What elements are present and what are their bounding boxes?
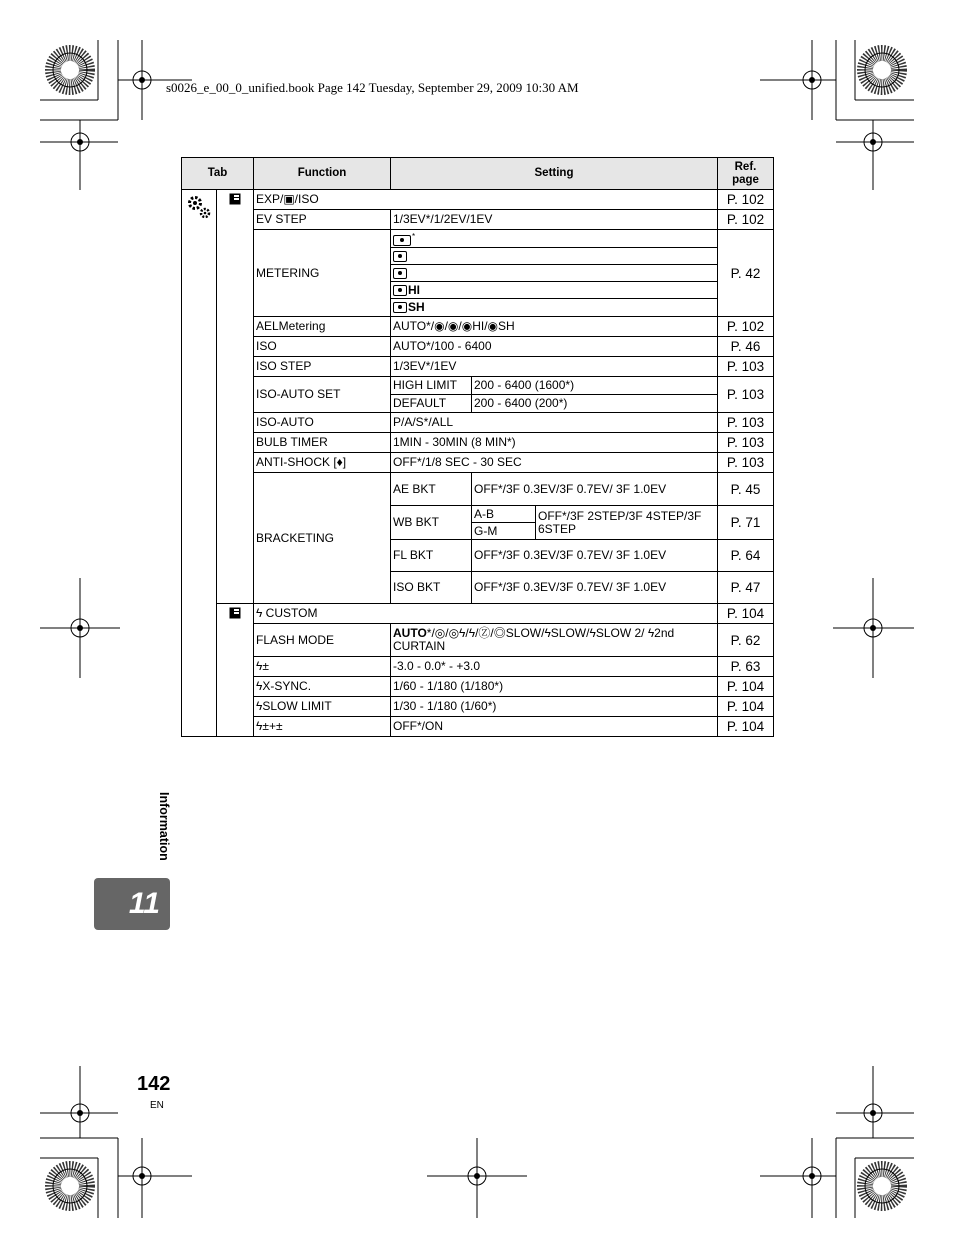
submenu-tab-flash	[217, 604, 254, 737]
bracketing-wb-gm: G-M	[472, 523, 536, 540]
bracketing-iso-ref: P. 47	[718, 572, 774, 604]
book-header-line: s0026_e_00_0_unified.book Page 142 Tuesday, September 29, 2009 10:30 AM	[166, 80, 579, 95]
row-slow-limit-ref: P. 104	[718, 697, 774, 717]
metering-option-spot	[391, 265, 718, 282]
row-flash-mode-function: FLASH MODE	[254, 624, 391, 657]
row-flash-comp-setting: -3.0 - 0.0* - +3.0	[391, 657, 718, 677]
bracketing-ae-value: OFF*/3F 0.3EV/3F 0.7EV/ 3F 1.0EV	[472, 473, 718, 506]
bracketing-fl-label: FL BKT	[391, 540, 472, 572]
row-metering-function: METERING	[254, 230, 391, 317]
bracketing-iso-label: ISO BKT	[391, 572, 472, 604]
row-bulb-timer-setting: 1MIN - 30MIN (8 MIN*)	[391, 433, 718, 453]
metering-option-spot-hi: HI	[391, 282, 718, 299]
row-exp-iso-ref: P. 102	[718, 190, 774, 210]
row-ev-step-setting: 1/3EV*/1/2EV/1EV	[391, 210, 718, 230]
row-custom-function: ϟ CUSTOM	[254, 604, 718, 624]
row-iso-ref: P. 46	[718, 337, 774, 357]
row-flash-comp-function: ϟ±	[254, 657, 391, 677]
row-iso-setting: AUTO*/100 - 6400	[391, 337, 718, 357]
row-aelmetering-function: AELMetering	[254, 317, 391, 337]
menu-page-icon	[229, 607, 241, 619]
row-iso-auto-function: ISO-AUTO	[254, 413, 391, 433]
row-slow-limit-setting: 1/30 - 1/180 (1/60*)	[391, 697, 718, 717]
row-exp-iso-function: EXP/▣/ISO	[254, 190, 718, 210]
section-side-label: Information	[157, 792, 171, 861]
row-ev-step-ref: P. 102	[718, 210, 774, 230]
custom-menu-tab	[182, 190, 217, 737]
row-x-sync-setting: 1/60 - 1/180 (1/180*)	[391, 677, 718, 697]
iso-auto-set-high-value: 200 - 6400 (1600*)	[472, 377, 718, 395]
header-ref-page: Ref. page	[718, 158, 774, 190]
row-comp-link-setting: OFF*/ON	[391, 717, 718, 737]
metering-option-esp: *	[391, 230, 718, 248]
header-function: Function	[254, 158, 391, 190]
row-iso-step-function: ISO STEP	[254, 357, 391, 377]
bracketing-wb-ref: P. 71	[718, 506, 774, 540]
row-iso-step-setting: 1/3EV*/1EV	[391, 357, 718, 377]
iso-auto-set-default-label: DEFAULT	[391, 395, 472, 413]
row-comp-link-ref: P. 104	[718, 717, 774, 737]
bracketing-wb-ab: A-B	[472, 506, 536, 523]
esp-metering-icon	[393, 235, 411, 246]
language-code: EN	[150, 1100, 164, 1111]
row-iso-auto-ref: P. 103	[718, 413, 774, 433]
spot-metering-icon	[393, 285, 407, 296]
row-slow-limit-function: ϟSLOW LIMIT	[254, 697, 391, 717]
iso-auto-set-default-value: 200 - 6400 (200*)	[472, 395, 718, 413]
row-ev-step-function: EV STEP	[254, 210, 391, 230]
center-weighted-icon	[393, 251, 407, 262]
row-flash-mode-setting: AUTO*/◎/◎ϟ/ϟ/Ⓩ/◎SLOW/ϟSLOW/ϟSLOW 2/ ϟ2nd CURTAIN	[391, 624, 718, 657]
chapter-number-tab: 11	[94, 878, 170, 930]
row-metering-ref: P. 42	[718, 230, 774, 317]
header-tab: Tab	[182, 158, 254, 190]
row-aelmetering-setting: AUTO*/◉/◉/◉HI/◉SH	[391, 317, 718, 337]
row-aelmetering-ref: P. 102	[718, 317, 774, 337]
row-flash-mode-ref: P. 62	[718, 624, 774, 657]
bracketing-fl-ref: P. 64	[718, 540, 774, 572]
bracketing-ae-ref: P. 45	[718, 473, 774, 506]
row-custom-ref: P. 104	[718, 604, 774, 624]
row-comp-link-function: ϟ±+±	[254, 717, 391, 737]
gear-icon	[184, 192, 214, 222]
page-number: 142	[137, 1073, 171, 1095]
metering-option-center-weighted	[391, 248, 718, 265]
row-iso-auto-setting: P/A/S*/ALL	[391, 413, 718, 433]
bracketing-iso-value: OFF*/3F 0.3EV/3F 0.7EV/ 3F 1.0EV	[472, 572, 718, 604]
settings-table	[181, 157, 774, 737]
bracketing-wb-value: OFF*/3F 2STEP/3F 4STEP/3F 6STEP	[536, 506, 718, 540]
menu-page-icon	[229, 193, 241, 205]
row-iso-function: ISO	[254, 337, 391, 357]
row-anti-shock-setting: OFF*/1/8 SEC - 30 SEC	[391, 453, 718, 473]
row-bracketing-function: BRACKETING	[254, 473, 391, 604]
spot-metering-icon	[393, 302, 407, 313]
row-anti-shock-ref: P. 103	[718, 453, 774, 473]
row-anti-shock-function: ANTI-SHOCK [♦]	[254, 453, 391, 473]
submenu-tab-exp	[217, 190, 254, 604]
row-iso-auto-set-function: ISO-AUTO SET	[254, 377, 391, 413]
metering-option-spot-sh: SH	[391, 299, 718, 317]
row-iso-step-ref: P. 103	[718, 357, 774, 377]
iso-auto-set-high-label: HIGH LIMIT	[391, 377, 472, 395]
bracketing-fl-value: OFF*/3F 0.3EV/3F 0.7EV/ 3F 1.0EV	[472, 540, 718, 572]
bracketing-wb-label: WB BKT	[391, 506, 472, 540]
spot-metering-icon	[393, 268, 407, 279]
row-bulb-timer-ref: P. 103	[718, 433, 774, 453]
row-bulb-timer-function: BULB TIMER	[254, 433, 391, 453]
bracketing-ae-label: AE BKT	[391, 473, 472, 506]
row-x-sync-ref: P. 104	[718, 677, 774, 697]
row-x-sync-function: ϟX-SYNC.	[254, 677, 391, 697]
header-setting: Setting	[391, 158, 718, 190]
row-flash-comp-ref: P. 63	[718, 657, 774, 677]
row-iso-auto-set-ref: P. 103	[718, 377, 774, 413]
